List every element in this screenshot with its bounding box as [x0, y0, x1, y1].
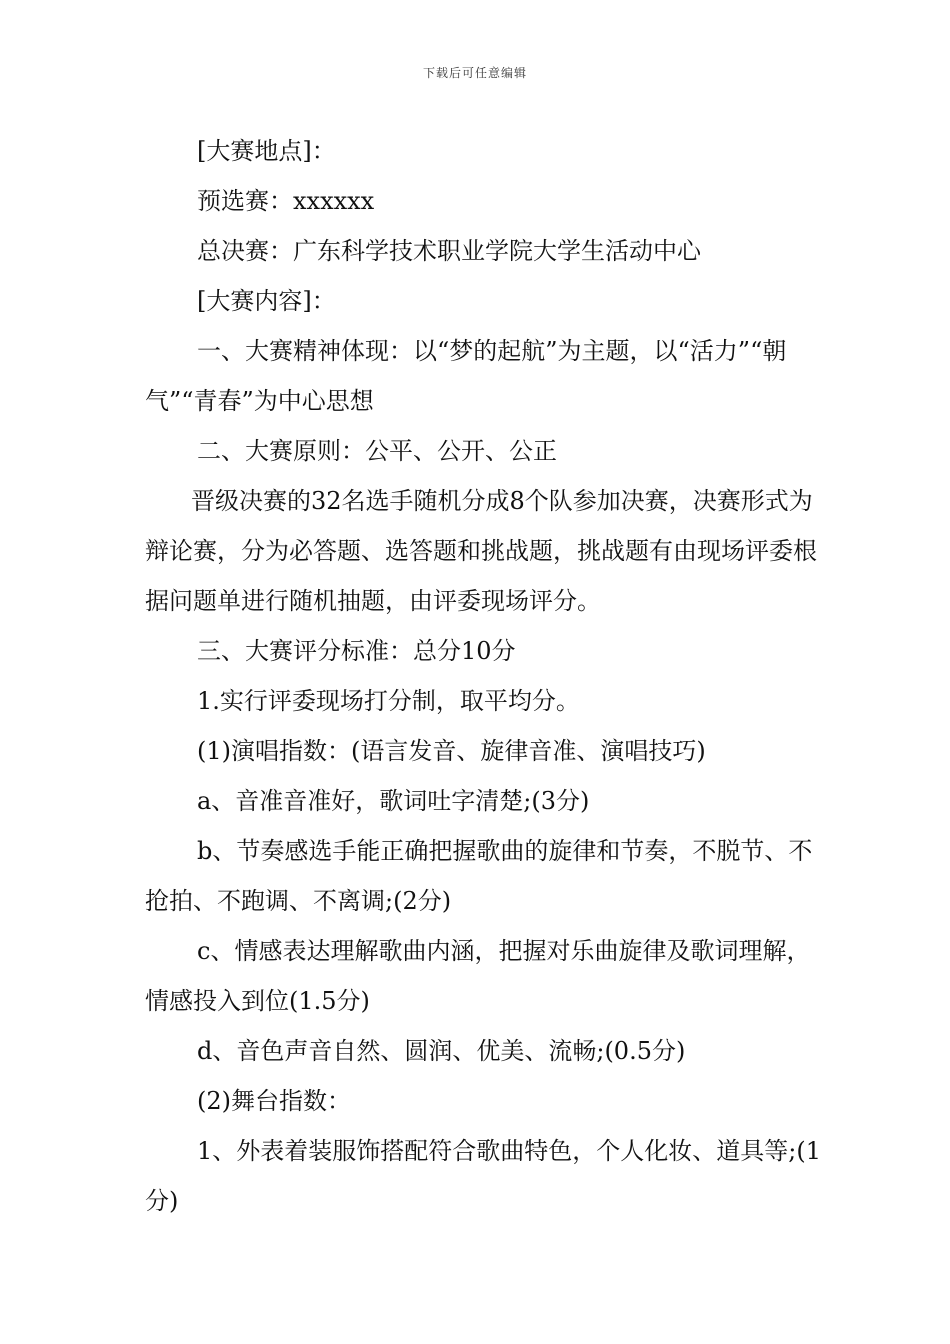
paragraph-item-a: a、音准音准好，歌词吐字清楚;(3分)	[197, 787, 590, 815]
paragraph-final: 总决赛：广东科学技术职业学院大学生活动中心	[197, 237, 701, 265]
paragraph-preliminary: 预选赛：xxxxxx	[197, 187, 375, 215]
paragraph-item-d: d、音色声音自然、圆润、优美、流畅;(0.5分)	[197, 1037, 686, 1065]
paragraph-principle: 二、大赛原则：公平、公开、公正	[197, 437, 557, 465]
paragraph-scoring-standard: 三、大赛评分标准：总分10分	[197, 637, 516, 665]
page-header: 下载后可任意编辑	[422, 66, 527, 80]
document-body	[145, 126, 825, 1226]
paragraph-stage-index: (2)舞台指数：	[197, 1087, 351, 1115]
paragraph-venue-heading: [大赛地点]：	[197, 137, 336, 165]
paragraph-item-b: b、节奏感选手能正确把握歌曲的旋律和节奏，不脱节、不抢拍、不跑调、不离调;(2分)	[145, 837, 813, 915]
paragraph-item-c: c、情感表达理解歌曲内涵，把握对乐曲旋律及歌词理解，情感投入到位(1.5分)	[145, 937, 811, 1015]
paragraph-stage-item-1: 1、外表着装服饰搭配符合歌曲特色，个人化妆、道具等;(1分)	[145, 1137, 821, 1215]
paragraph-scoring-method: 1.实行评委现场打分制，取平均分。	[197, 687, 580, 715]
paragraph-spirit: 一、大赛精神体现：以“梦的起航”为主题，以“活力”“朝气”“青春”为中心思想	[145, 337, 787, 415]
paragraph-content-heading: [大赛内容]：	[197, 287, 336, 315]
paragraph-singing-index: (1)演唱指数：(语言发音、旋律音准、演唱技巧)	[197, 737, 706, 765]
paragraph-final-format: 晋级决赛的32名选手随机分成8个队参加决赛，决赛形式为辩论赛，分为必答题、选答题和挑战题，挑战题有由现场评委根据问题单进行随机抽题，由评委现场评分。	[145, 487, 817, 615]
